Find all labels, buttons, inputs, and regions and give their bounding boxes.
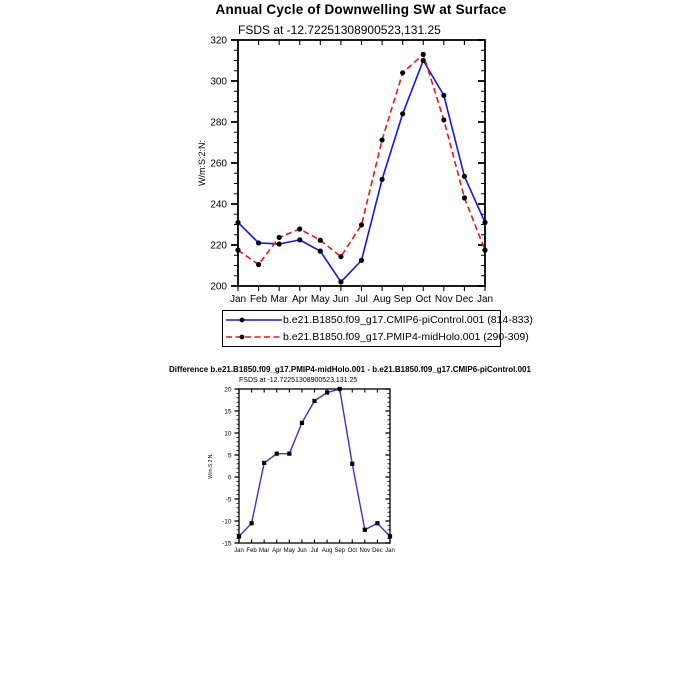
svg-text:Sep: Sep xyxy=(393,294,412,305)
svg-text:Nov: Nov xyxy=(434,294,453,305)
annual-cycle-plot xyxy=(197,36,493,306)
legend-label-picontrol: b.e21.B1850.f09_g17.CMIP6-piControl.001 (814-833) xyxy=(283,314,533,327)
legend-entry-picontrol xyxy=(225,312,533,329)
svg-text:200: 200 xyxy=(210,281,227,293)
svg-text:W/m:S:2:N:: W/m:S:2:N: xyxy=(208,453,214,479)
svg-text:Jan: Jan xyxy=(476,294,494,305)
svg-text:15: 15 xyxy=(224,408,232,416)
svg-text:W/m:S:2:N:: W/m:S:2:N: xyxy=(197,139,207,187)
svg-text:0: 0 xyxy=(227,474,232,482)
svg-text:May: May xyxy=(310,294,330,305)
svg-text:Jul: Jul xyxy=(355,294,368,305)
svg-text:Mar: Mar xyxy=(258,548,270,554)
svg-text:Aug: Aug xyxy=(321,548,333,554)
svg-text:-10: -10 xyxy=(222,518,232,526)
main-chart-title: Annual Cycle of Downwelling SW at Surface xyxy=(215,2,507,17)
svg-text:300: 300 xyxy=(210,76,227,88)
svg-text:280: 280 xyxy=(210,117,227,129)
legend-sample-picontrol xyxy=(225,315,283,325)
svg-text:Jul: Jul xyxy=(310,548,319,554)
svg-text:-5: -5 xyxy=(225,496,232,504)
svg-text:Jun: Jun xyxy=(297,548,307,554)
svg-text:Jan: Jan xyxy=(234,548,244,554)
svg-text:Sep: Sep xyxy=(334,548,346,554)
svg-text:Aug: Aug xyxy=(373,294,391,305)
difference-plot xyxy=(208,386,395,554)
svg-text:220: 220 xyxy=(210,240,227,252)
svg-text:10: 10 xyxy=(224,430,232,438)
svg-text:Apr: Apr xyxy=(291,294,308,305)
diff-chart-title: Difference b.e21.B1850.f09_g17.PMIP4-midHolo.001 - b.e21.B1850.f09_g17.CMIP6-piControl.001 xyxy=(169,365,531,374)
main-chart-subtitle: FSDS at -12.72251308900523,131.25 xyxy=(238,23,441,37)
svg-text:Mar: Mar xyxy=(270,294,288,305)
svg-text:Jan: Jan xyxy=(385,548,395,554)
svg-text:Dec: Dec xyxy=(372,548,383,554)
svg-text:240: 240 xyxy=(210,199,227,211)
svg-text:Jan: Jan xyxy=(229,294,247,305)
svg-text:Oct: Oct xyxy=(415,294,432,305)
legend-entry-midholo xyxy=(225,329,529,346)
legend-label-midholo: b.e21.B1850.f09_g17.PMIP4-midHolo.001 (290-309) xyxy=(283,330,529,343)
svg-text:May: May xyxy=(283,548,296,554)
svg-text:320: 320 xyxy=(210,35,227,47)
legend xyxy=(222,310,533,347)
svg-text:Dec: Dec xyxy=(455,294,474,305)
svg-text:260: 260 xyxy=(210,158,227,170)
svg-text:5: 5 xyxy=(227,452,232,460)
svg-text:20: 20 xyxy=(224,386,232,394)
legend-marker-1 xyxy=(240,334,245,339)
legend-sample-midholo xyxy=(225,332,283,342)
svg-text:Apr: Apr xyxy=(272,548,282,554)
svg-text:Feb: Feb xyxy=(249,294,268,305)
legend-marker-0 xyxy=(240,318,245,323)
svg-text:Nov: Nov xyxy=(359,548,371,554)
svg-text:Feb: Feb xyxy=(246,548,257,554)
svg-text:Oct: Oct xyxy=(347,548,357,554)
svg-text:Jun: Jun xyxy=(332,294,349,305)
diff-chart-subtitle: FSDS at -12.72251308900523,131.25 xyxy=(239,377,358,384)
svg-text:-15: -15 xyxy=(222,540,232,548)
